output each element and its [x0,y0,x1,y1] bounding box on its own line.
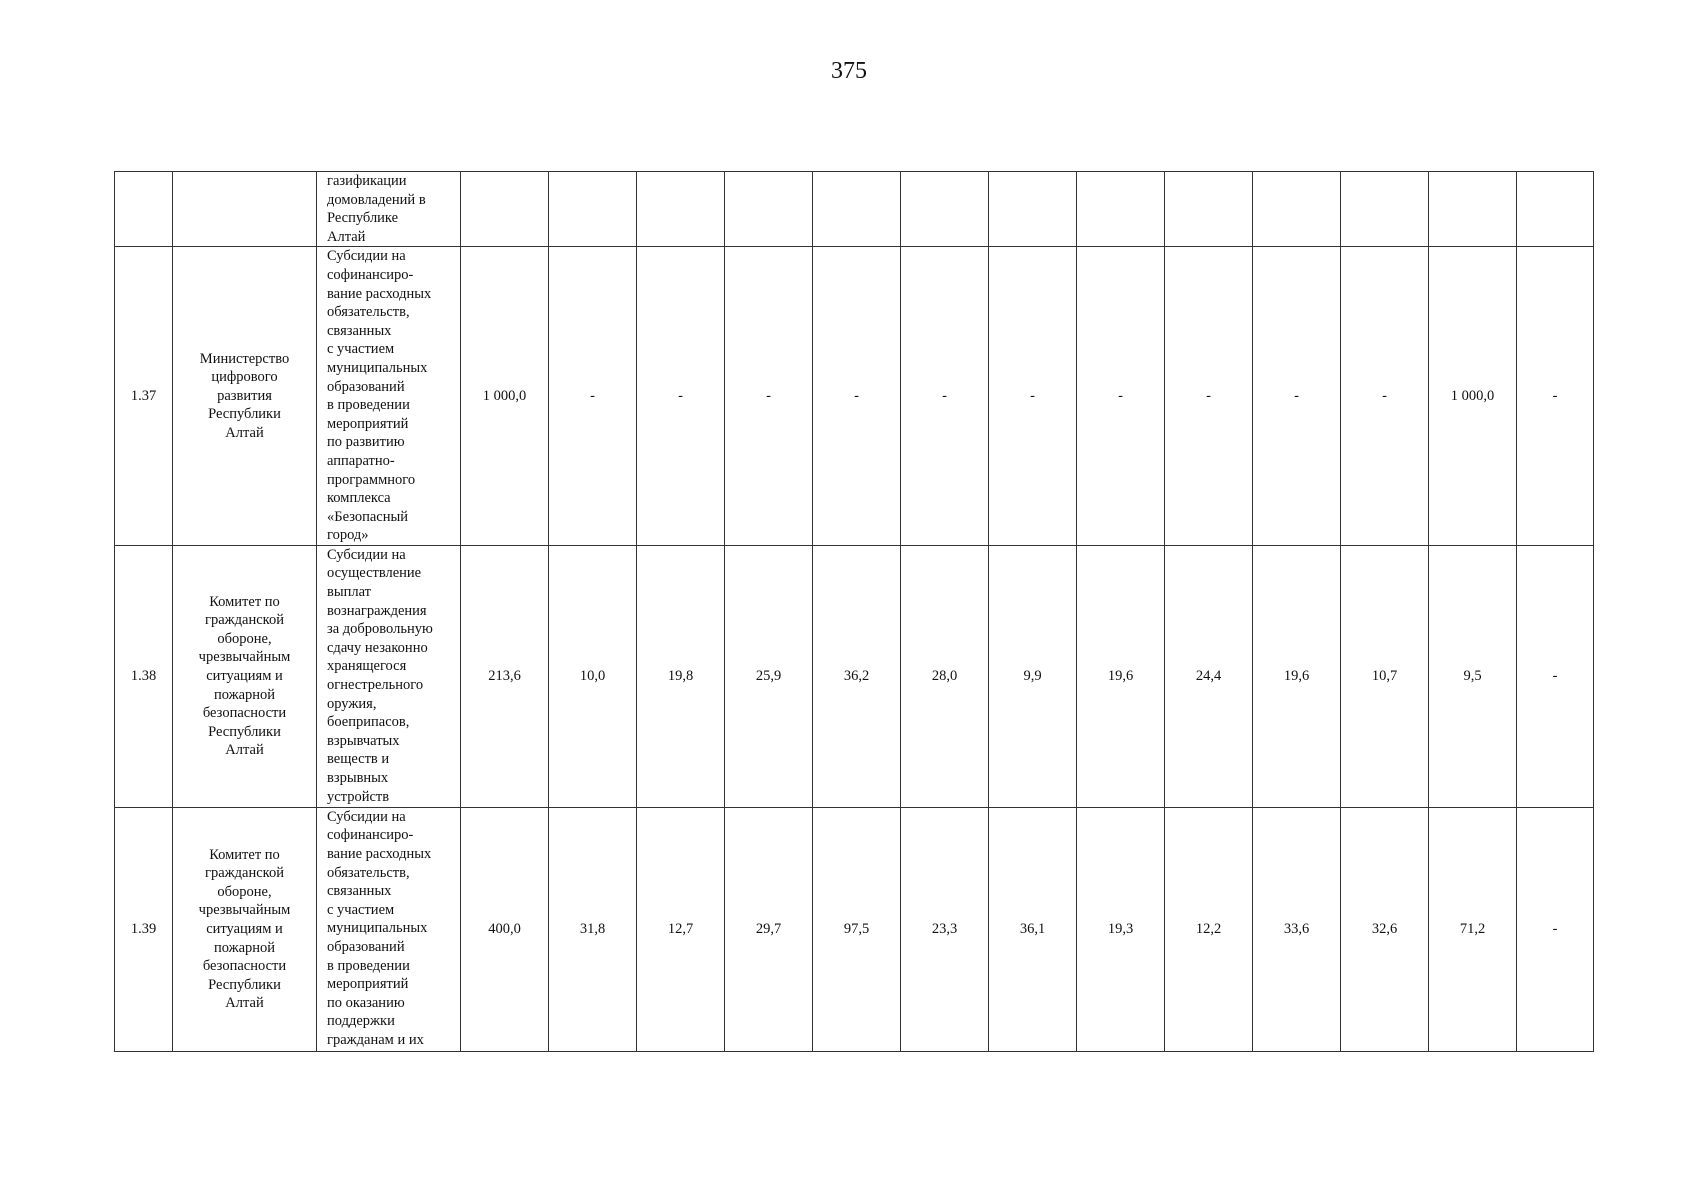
value-cell: 19,6 [1253,545,1341,807]
value-cell [1165,172,1253,247]
value-cell: 19,3 [1077,807,1165,1051]
description-cell: Субсидии на осуществление выплат вознаграждения за добровольную сдачу незаконно хранящегося огнестрельного оружия, боеприпасов, взрывчатых веществ и взрывных устройств [317,545,461,807]
value-cell: - [901,247,989,546]
value-cell: 25,9 [725,545,813,807]
value-cell: 97,5 [813,807,901,1051]
value-cell: 19,6 [1077,545,1165,807]
value-cell: 10,0 [549,545,637,807]
value-cell: - [1165,247,1253,546]
value-cell [1429,172,1517,247]
value-cell: 33,6 [1253,807,1341,1051]
table-row [115,247,1594,546]
value-cell: 29,7 [725,807,813,1051]
value-cell [813,172,901,247]
organization-cell: Министерство цифрового развития Республики Алтай [173,247,317,546]
value-cell: - [725,247,813,546]
value-cell: 19,8 [637,545,725,807]
value-cell: 28,0 [901,545,989,807]
value-cell: 36,2 [813,545,901,807]
table-row [115,807,1594,1051]
value-cell: - [1517,247,1594,546]
value-cell: 71,2 [1429,807,1517,1051]
value-cell: 23,3 [901,807,989,1051]
value-cell: 32,6 [1341,807,1429,1051]
value-cell: 1 000,0 [1429,247,1517,546]
subsidy-table [114,171,1594,1052]
value-cell: 1 000,0 [461,247,549,546]
value-cell: 36,1 [989,807,1077,1051]
value-cell: 12,2 [1165,807,1253,1051]
value-cell: - [549,247,637,546]
table-row [115,545,1594,807]
value-cell: 12,7 [637,807,725,1051]
row-number-cell [115,172,173,247]
value-cell: - [1077,247,1165,546]
value-cell: 213,6 [461,545,549,807]
organization-cell [173,172,317,247]
row-number-cell: 1.39 [115,807,173,1051]
organization-cell: Комитет по гражданской обороне, чрезвычайным ситуациям и пожарной безопасности Республики Алтай [173,545,317,807]
value-cell: 24,4 [1165,545,1253,807]
value-cell: - [1341,247,1429,546]
value-cell [989,172,1077,247]
row-number-cell: 1.38 [115,545,173,807]
organization-cell: Комитет по гражданской обороне, чрезвычайным ситуациям и пожарной безопасности Республики Алтай [173,807,317,1051]
value-cell: - [989,247,1077,546]
value-cell [461,172,549,247]
page-number: 375 [831,58,867,84]
value-cell [549,172,637,247]
value-cell [1253,172,1341,247]
value-cell: - [813,247,901,546]
table-row [115,172,1594,247]
value-cell: - [637,247,725,546]
value-cell: 31,8 [549,807,637,1051]
value-cell [637,172,725,247]
description-cell: газификации домовладений в Республике Алтай [317,172,461,247]
value-cell: 400,0 [461,807,549,1051]
row-number-cell: 1.37 [115,247,173,546]
value-cell: 9,5 [1429,545,1517,807]
value-cell [901,172,989,247]
value-cell [1341,172,1429,247]
value-cell: - [1517,545,1594,807]
value-cell: 9,9 [989,545,1077,807]
description-cell: Субсидии на софинансиро- вание расходных обязательств, связанных с участием муниципальных образований в проведении мероприятий по оказанию поддержки гражданам и их [317,807,461,1051]
value-cell: - [1253,247,1341,546]
value-cell: 10,7 [1341,545,1429,807]
description-cell: Субсидии на софинансиро- вание расходных обязательств, связанных с участием муниципальных образований в проведении мероприятий по развитию аппаратно- программного комплекса «Безопасный город» [317,247,461,546]
value-cell [1517,172,1594,247]
value-cell: - [1517,807,1594,1051]
value-cell [1077,172,1165,247]
value-cell [725,172,813,247]
